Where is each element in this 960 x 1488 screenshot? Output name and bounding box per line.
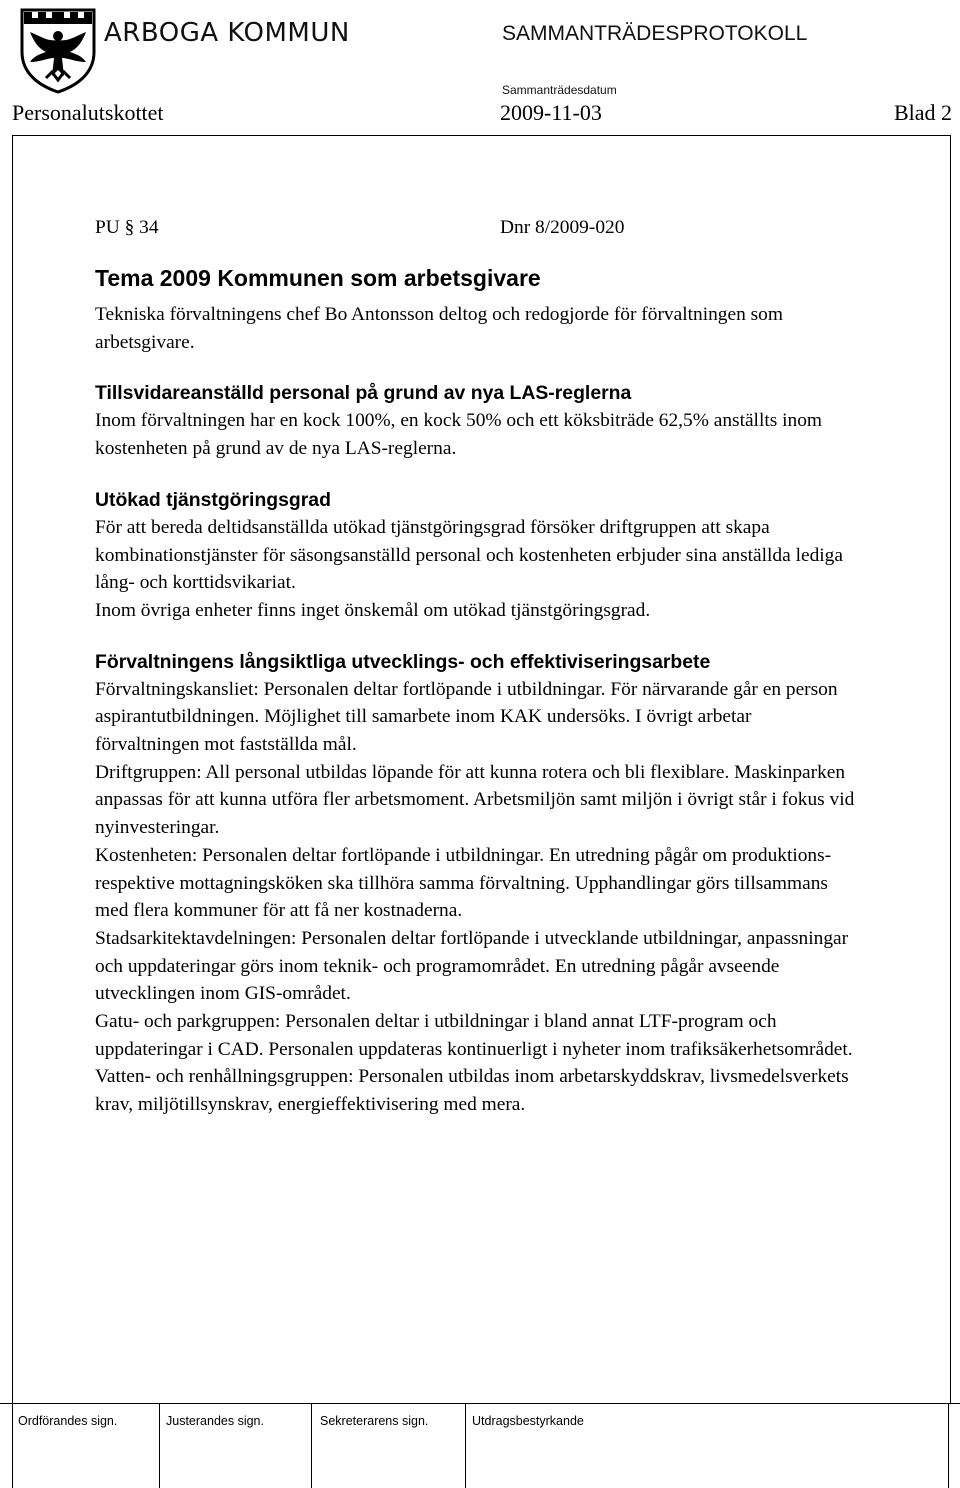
section-heading-tjanstgoringsgrad: Utökad tjänstgöringsgrad [95,488,331,511]
document-type: SAMMANTRÄDESPROTOKOLL [502,22,808,45]
case-intro: Tekniska förvaltningens chef Bo Antonsson deltog och redogjorde för förvaltningen som arbetsgivare. [95,304,783,353]
signature-divider [159,1404,160,1488]
case-number: PU § 34 [95,217,159,238]
section-paragraph: Driftgruppen: All personal utbildas löpande för att kunna rotera och bli flexiblare. Maskinparken anpassas för att kunna utföra fler arbetsmoment. Arbetsmiljön samt miljön i övrigt står i fokus vid nyinvesteringar. [95,761,855,839]
section-paragraph: Inom övriga enheter finns inget önskemål om utökad tjänstgöringsgrad. [95,599,651,621]
case-title: Tema 2009 Kommunen som arbetsgivare [95,265,541,291]
case-meta [95,214,855,242]
meeting-date: 2009-11-03 [500,100,602,125]
meeting-date-label: Sammanträdesdatum [502,83,617,97]
signature-divider [465,1404,466,1488]
signature-divider [12,1404,13,1488]
signature-divider [948,1404,949,1488]
signature-divider [311,1404,312,1488]
section-paragraph: Vatten- och renhållningsgruppen: Personalen utbildas inom arbetarskyddskrav, livsmedelsverkets krav, miljötillsynskrav, energieffektivisering med mera. [95,1066,849,1116]
secretary-signature-label: Sekreterarens sign. [320,1414,429,1428]
signature-footer [0,1403,960,1488]
adjuster-signature-label: Justerandes sign. [166,1414,264,1428]
committee-name: Personalutskottet [12,100,164,125]
section-paragraph: För att bereda deltidsanställda utökad tjänstgöringsgrad försöker driftgruppen att skapa kombinationstjänster för säsongsanställd personal och kostenheten erbjuder sina anställda lediga lång- och korttidsvikariat. [95,516,843,594]
section-paragraph: Förvaltningskansliet: Personalen deltar fortlöpande i utbildningar. För närvarande går en person aspirantutbildningen. Möjlighet till samarbete inom KAK undersöks. I övrigt arbetar förvaltningen mot fastställda mål. [95,678,838,756]
section-paragraph: Stadsarkitektavdelningen: Personalen deltar fortlöpande i utvecklande utbildningar, anpassningar och uppdateringar görs inom teknik- och programområdet. En utredning pågår avseende utvecklingen inom GIS-området. [95,927,849,1005]
section-heading-las: Tillsvidareanställd personal på grund av nya LAS-reglerna [95,382,632,405]
protocol-body [95,214,855,1119]
section-heading-utveckling: Förvaltningens långsiktliga utvecklings- och effektiviseringsarbete [95,650,711,673]
chair-signature-label: Ordförandes sign. [18,1414,118,1428]
case-reference: Dnr 8/2009-020 [500,217,625,238]
sheet-number: Blad 2 [893,100,952,125]
section-paragraph: Gatu- och parkgruppen: Personalen deltar i utbildningar i bland annat LTF-program och uppdateringar i CAD. Personalen uppdateras kontinuerligt i nyheter inom trafiksäkerhetsområdet. [95,1011,853,1060]
arboga-coat-of-arms-logo [18,6,98,94]
section-paragraph: Kostenheten: Personalen deltar fortlöpande i utbildningar. En utredning pågår om produktions- respektive mottagningsköken ska tillhöra samma förvaltning. Upphandlingar görs tillsammans med flera kommuner för att få ner kostnaderna. [95,844,832,922]
municipality-brand: ARBOGA KOMMUN [104,18,350,48]
section-paragraph: Inom förvaltningen har en kock 100%, en kock 50% och ett köksbiträde 62,5% anställts inom kostenheten på grund av de nya LAS-reglerna. [95,410,822,460]
extract-certification-label: Utdragsbestyrkande [472,1414,584,1428]
